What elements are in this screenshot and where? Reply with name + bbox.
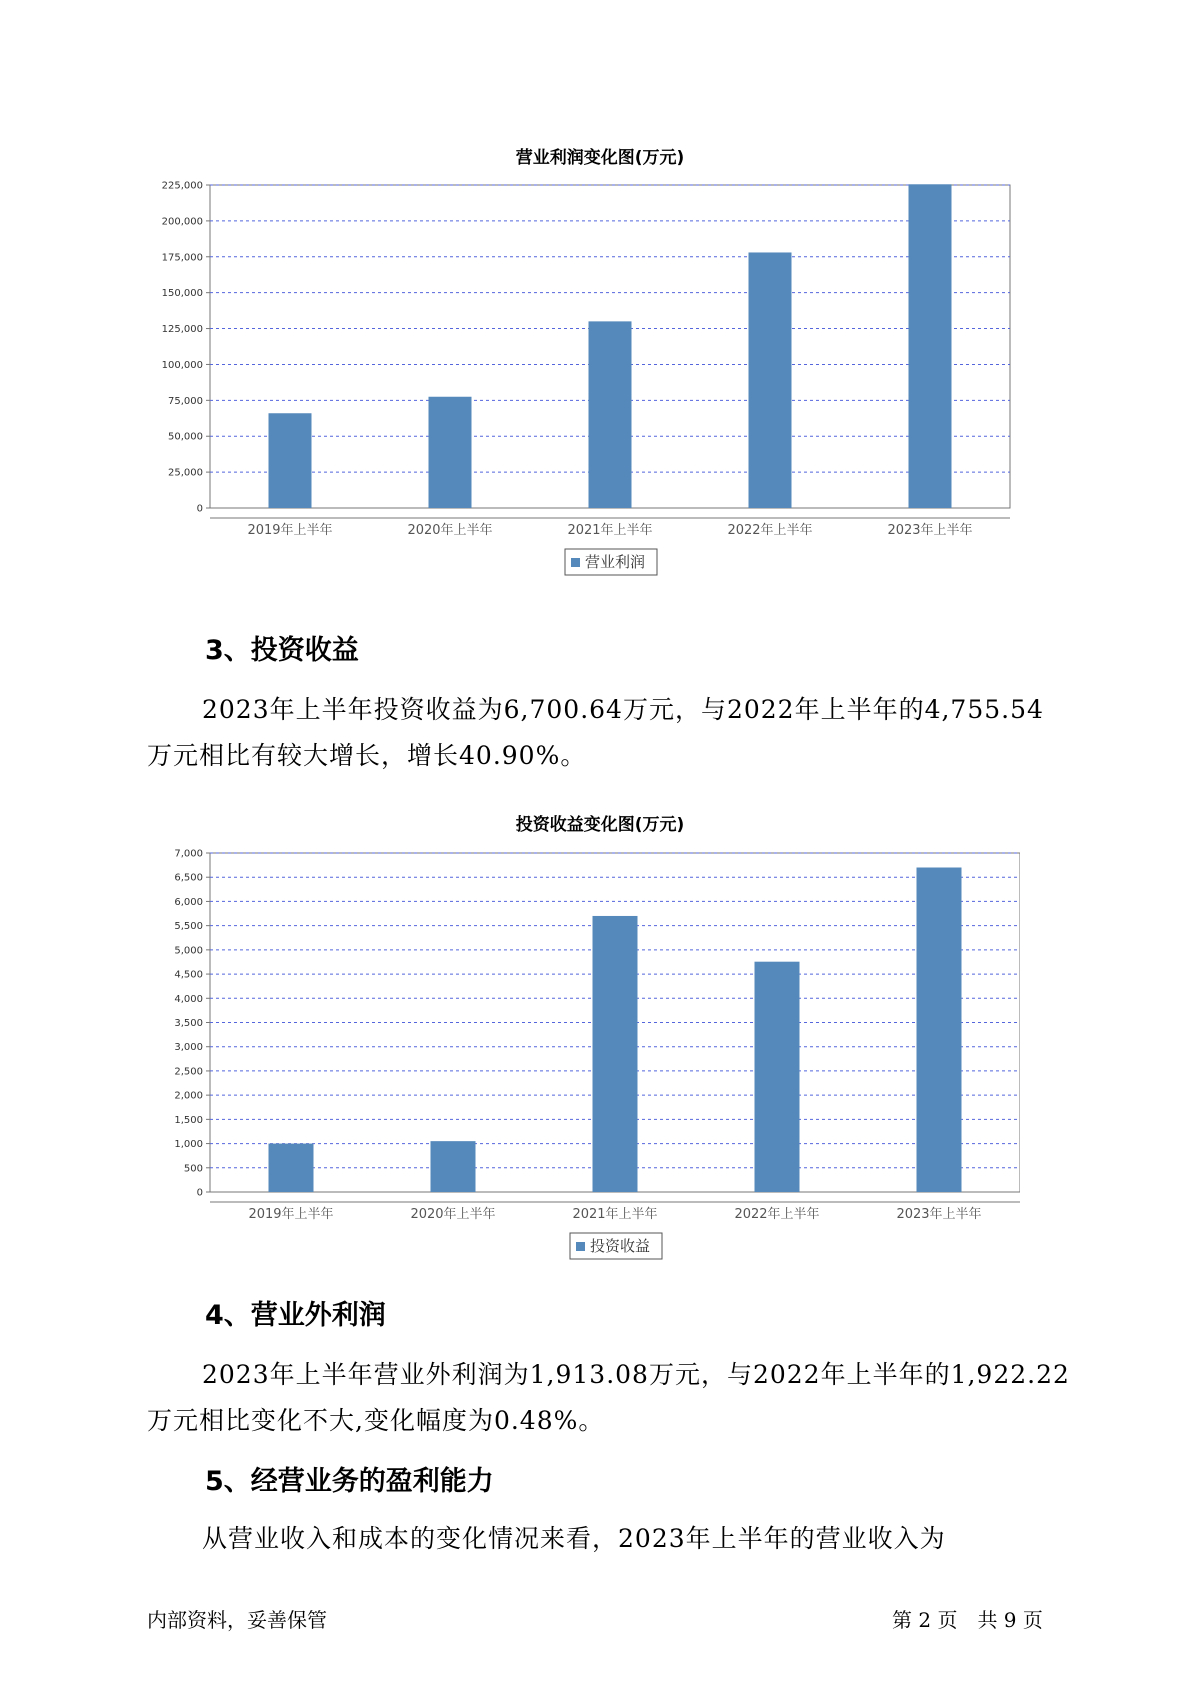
- x-tick-label: 2019年上半年: [247, 523, 333, 538]
- x-tick-label: 2020年上半年: [407, 523, 493, 538]
- y-tick-label: 2,500: [174, 1066, 203, 1078]
- y-tick-label: 6,000: [174, 896, 203, 908]
- y-tick-label: 3,500: [174, 1018, 203, 1029]
- bar: [593, 916, 638, 1192]
- footer-page-number: 第 2 页 共 9 页: [892, 1608, 1043, 1632]
- y-tick-label: 75,000: [168, 395, 203, 407]
- section-heading: 4、营业外利润: [205, 1300, 386, 1331]
- y-tick-label: 3,000: [174, 1042, 203, 1054]
- bar: [269, 413, 312, 508]
- y-tick-label: 150,000: [161, 288, 203, 300]
- y-tick-label: 6,500: [174, 872, 203, 884]
- x-tick-label: 2021年上半年: [572, 1207, 658, 1222]
- paragraph-line: 2023年上半年营业外利润为1,913.08万元，与2022年上半年的1,922.22: [202, 1360, 1070, 1389]
- y-tick-label: 1,000: [174, 1139, 203, 1151]
- legend-label: 营业利润: [585, 553, 646, 571]
- bar-chart-operating-profit: [160, 170, 1020, 595]
- x-tick-label: 2020年上半年: [410, 1207, 496, 1222]
- x-tick-label: 2019年上半年: [248, 1207, 334, 1222]
- bar: [749, 252, 792, 508]
- y-tick-label: 0: [196, 503, 203, 515]
- y-tick-label: 125,000: [161, 324, 203, 336]
- legend-swatch: [576, 1242, 585, 1251]
- bar: [269, 1144, 314, 1192]
- bar: [429, 397, 472, 508]
- y-tick-label: 0: [196, 1187, 203, 1199]
- y-tick-label: 4,500: [174, 969, 203, 981]
- y-tick-label: 5,000: [174, 945, 203, 957]
- y-tick-label: 7,000: [174, 848, 203, 860]
- paragraph-line: 万元相比变化不大,变化幅度为0.48%。: [147, 1406, 605, 1435]
- y-tick-label: 1,500: [174, 1114, 203, 1126]
- chart-title: 投资收益变化图(万元): [515, 815, 685, 835]
- y-tick-label: 5,500: [174, 921, 203, 933]
- y-tick-label: 25,000: [168, 467, 203, 479]
- x-tick-label: 2023年上半年: [896, 1207, 982, 1222]
- bar: [589, 321, 632, 508]
- x-tick-label: 2022年上半年: [727, 523, 813, 538]
- y-tick-label: 100,000: [161, 359, 203, 371]
- y-tick-label: 50,000: [168, 431, 203, 443]
- legend-label: 投资收益: [590, 1237, 651, 1255]
- x-tick-label: 2023年上半年: [887, 523, 973, 538]
- bar-chart-investment-income: [160, 838, 1020, 1263]
- paragraph-line: 万元相比有较大增长，增长40.90%。: [147, 741, 587, 770]
- y-tick-label: 175,000: [161, 252, 203, 264]
- paragraph-line: 2023年上半年投资收益为6,700.64万元，与2022年上半年的4,755.54: [202, 695, 1044, 724]
- y-tick-label: 200,000: [161, 216, 203, 228]
- y-tick-label: 4,000: [174, 993, 203, 1005]
- y-tick-label: 225,000: [161, 180, 203, 192]
- bar: [917, 867, 962, 1192]
- x-tick-label: 2021年上半年: [567, 523, 653, 538]
- paragraph-line: 从营业收入和成本的变化情况来看，2023年上半年的营业收入为: [202, 1524, 946, 1553]
- x-tick-label: 2022年上半年: [734, 1207, 820, 1222]
- bar: [909, 184, 952, 508]
- section-heading: 5、经营业务的盈利能力: [205, 1466, 494, 1497]
- y-tick-label: 500: [183, 1163, 203, 1175]
- chart-title: 营业利润变化图(万元): [515, 148, 685, 168]
- section-heading: 3、投资收益: [205, 635, 359, 666]
- footer-left: 内部资料，妥善保管: [147, 1608, 327, 1632]
- legend-swatch: [571, 558, 580, 567]
- y-tick-label: 2,000: [174, 1090, 203, 1102]
- bar: [755, 962, 800, 1192]
- bar: [431, 1141, 476, 1192]
